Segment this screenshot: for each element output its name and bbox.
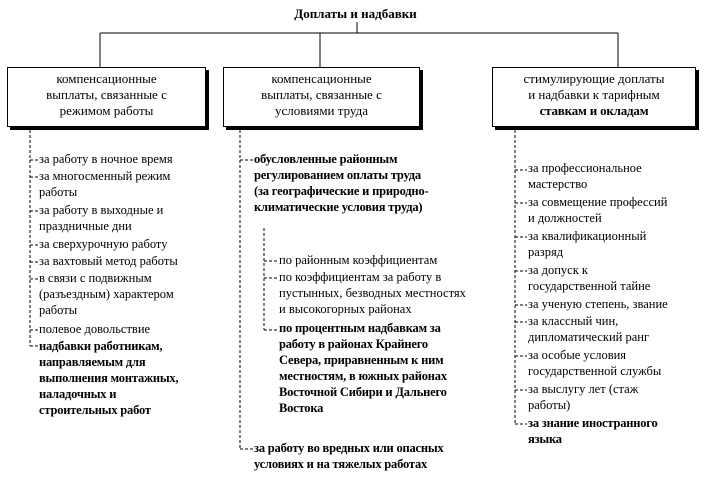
list-item: [39, 236, 167, 252]
item-line: наладочных и: [39, 387, 117, 401]
item-line: полевое довольствие: [39, 322, 151, 336]
box-line: и надбавки к тарифным: [528, 87, 660, 102]
item-line: государственной службы: [528, 364, 662, 378]
list-item: [39, 338, 178, 418]
item-line: регулированием оплаты труда: [254, 168, 421, 182]
item-line: мастерство: [528, 177, 588, 191]
item-line: пустынных, безводных местностях: [279, 286, 466, 300]
item-line: условиях и на тяжелых работах: [254, 457, 428, 471]
list-item: [528, 160, 642, 192]
list-item: [528, 381, 638, 413]
box-conditions-compensation: [223, 67, 420, 127]
box-line: условиями труда: [275, 103, 368, 118]
item-line: по коэффициентам за работу в: [279, 270, 442, 284]
item-line: Севера, приравненным к ним: [279, 353, 444, 367]
list-item: [528, 228, 646, 260]
list-item: [528, 347, 661, 379]
item-line: работы: [39, 303, 78, 317]
list-item: [254, 151, 428, 215]
item-line: работы): [528, 398, 571, 412]
item-line: за работу в ночное время: [39, 152, 173, 166]
box-line: ставкам и окладам: [539, 103, 649, 118]
list-subitem: [279, 269, 466, 317]
item-line: за выслугу лет (стаж: [528, 382, 639, 396]
item-line: за квалификационный: [528, 229, 647, 243]
item-line: за ученую степень, звание: [528, 297, 668, 311]
item-line: Востока: [279, 401, 324, 415]
list-item: [254, 440, 444, 472]
box-line: выплаты, связанные с: [46, 87, 167, 102]
item-line: языка: [528, 432, 562, 446]
item-line: направляемым для: [39, 355, 146, 369]
item-line: за допуск к: [528, 263, 588, 277]
item-line: по процентным надбавкам за: [279, 321, 441, 335]
item-line: (разъездным) характером: [39, 287, 174, 301]
item-line: надбавки работникам,: [39, 339, 163, 353]
item-line: работу в районах Крайнего: [279, 337, 428, 351]
list-item: [39, 270, 174, 318]
item-line: за работу во вредных или опасных: [254, 441, 444, 455]
item-line: за сверхурочную работу: [39, 237, 168, 251]
item-line: и должностей: [528, 211, 602, 225]
item-line: государственной тайне: [528, 279, 651, 293]
item-line: местностям, в южных районах: [279, 369, 447, 383]
item-line: за вахтовый метод работы: [39, 254, 178, 268]
box-line: выплаты, связанные с: [261, 87, 382, 102]
item-line: за совмещение профессий: [528, 195, 668, 209]
item-line: праздничные дни: [39, 219, 132, 233]
item-line: строительных работ: [39, 403, 151, 417]
box-line: режимом работы: [59, 103, 154, 118]
list-item: [528, 262, 650, 294]
item-line: обусловленные районным: [254, 152, 398, 166]
list-item: [39, 253, 178, 269]
list-item: [528, 296, 668, 312]
diagram-title: Доплаты и надбавки: [294, 6, 417, 21]
list-subitem: [279, 252, 437, 268]
list-item: [528, 194, 667, 226]
list-item: [528, 415, 658, 447]
item-line: климатические условия труда): [254, 200, 423, 214]
box-line: компенсационные: [56, 71, 157, 86]
item-line: за профессиональное: [528, 161, 642, 175]
item-line: за знание иностранного: [528, 416, 658, 430]
item-line: по районным коэффициентам: [279, 253, 438, 267]
box-regime-compensation: [7, 67, 206, 127]
box-stimulating-payments: [492, 67, 696, 127]
item-line: и высокогорных районах: [279, 302, 412, 316]
item-line: в связи с подвижным: [39, 271, 152, 285]
list-item: [528, 313, 649, 345]
item-line: работы: [39, 185, 78, 199]
list-subitem: [279, 320, 447, 416]
item-line: дипломатический ранг: [528, 330, 650, 344]
item-line: выполнения монтажных,: [39, 371, 179, 385]
box-line: компенсационные: [271, 71, 372, 86]
item-line: за классный чин,: [528, 314, 619, 328]
item-line: за особые условия: [528, 348, 627, 362]
item-line: (за географические и природно-: [254, 184, 429, 198]
item-line: Восточной Сибири и Дальнего: [279, 385, 447, 399]
list-item: [39, 321, 150, 337]
box-line: стимулирующие доплаты: [523, 71, 665, 86]
item-line: за работу в выходные и: [39, 203, 164, 217]
list-item: [39, 151, 173, 167]
list-item: [39, 168, 170, 200]
list-item: [39, 202, 163, 234]
item-line: за многосменный режим: [39, 169, 171, 183]
item-line: разряд: [528, 245, 564, 259]
